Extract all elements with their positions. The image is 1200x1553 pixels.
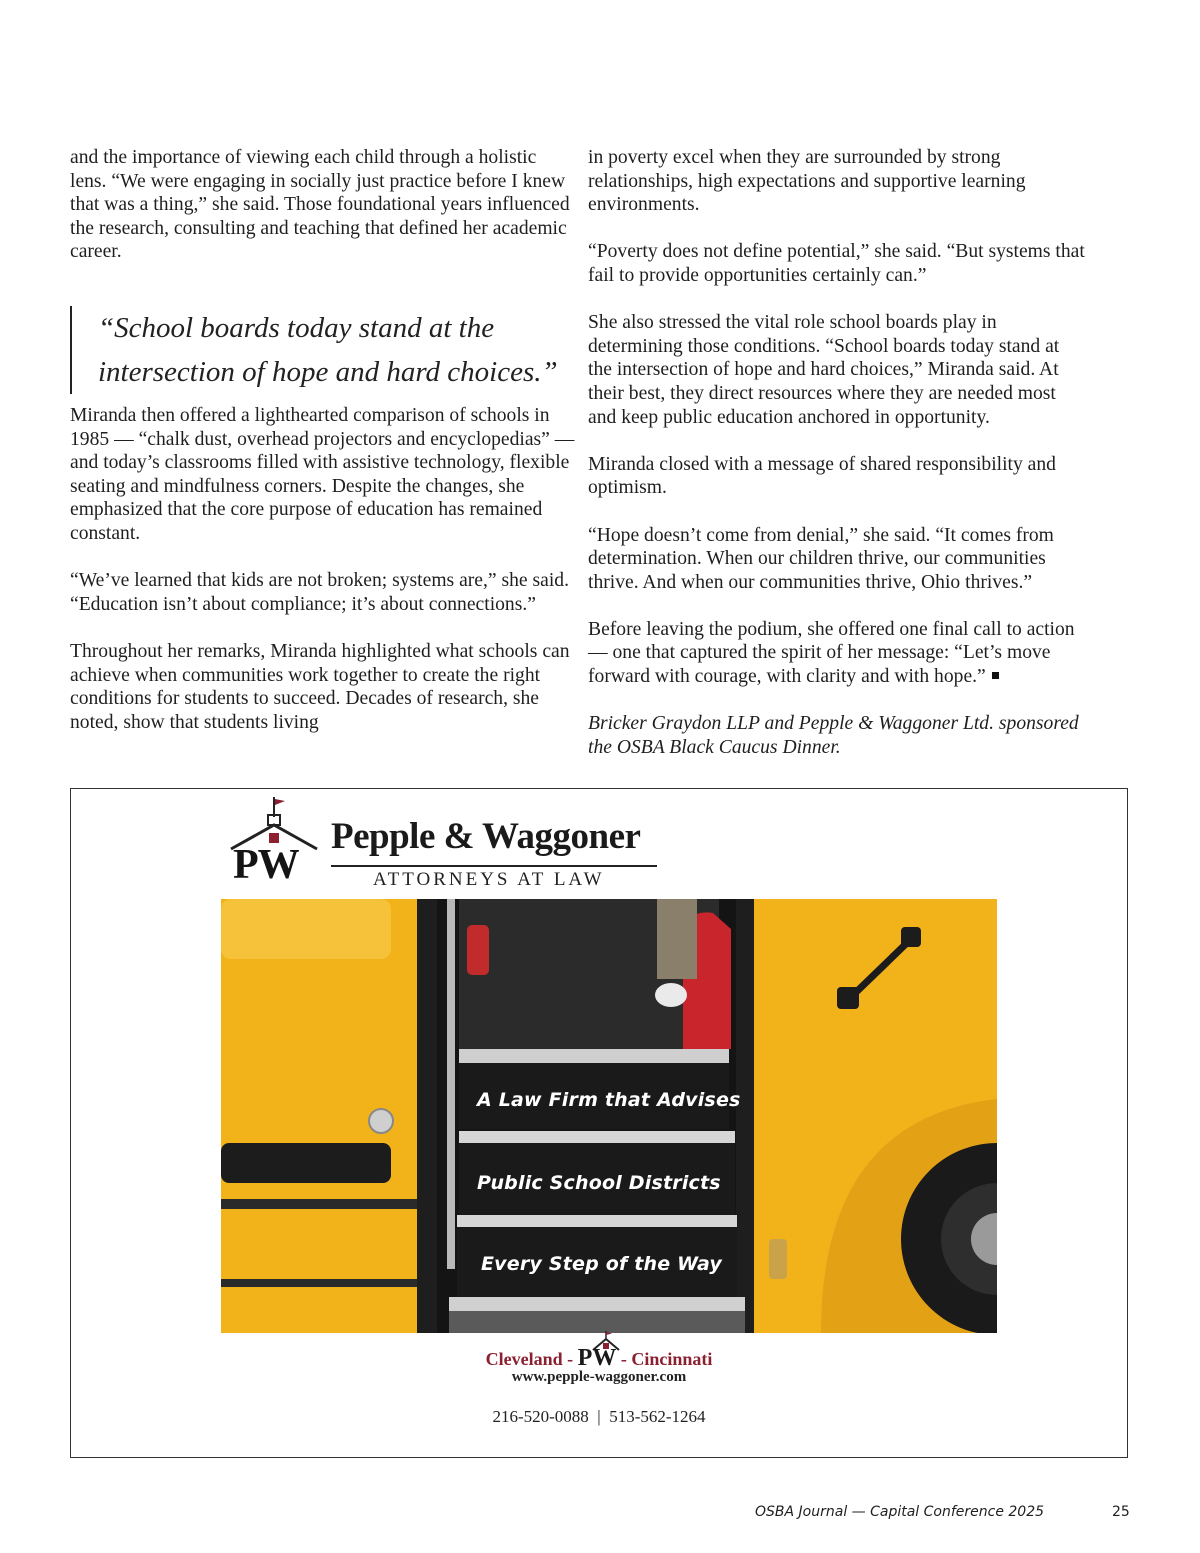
school-bus-photo bbox=[221, 899, 997, 1333]
city-cleveland: Cleveland - bbox=[485, 1349, 574, 1369]
article-paragraph: Miranda closed with a message of shared responsibility and optimism. bbox=[588, 453, 1056, 499]
ad-step-line-1: A Law Firm that Advises bbox=[477, 1089, 741, 1111]
article-left-column-lower bbox=[70, 404, 575, 734]
firm-logo bbox=[229, 795, 669, 895]
article-paragraph: Throughout her remarks, Miranda highlighted what schools can achieve when communities work together to create the right conditions for students to succeed. Decades of research, she noted, show that students living bbox=[70, 640, 570, 733]
pepple-waggoner-advertisement bbox=[70, 788, 1128, 1458]
sponsor-credit: Bricker Graydon LLP and Pepple & Waggoner Ltd. sponsored the OSBA Black Caucus Dinner. bbox=[588, 713, 1079, 758]
firm-name: Pepple & Waggoner bbox=[331, 816, 641, 857]
office-cities bbox=[71, 1345, 1127, 1372]
article-paragraph: and the importance of viewing each child through a holistic lens. “We were engaging in socially just practice before I knew that was a thing,” she said. Those foundational years influenced the research, consulting and teaching that defined her academic career. bbox=[70, 147, 570, 263]
pull-quote: “School boards today stand at the intersection of hope and hard choices.” bbox=[70, 306, 570, 394]
city-logo-mark: PW bbox=[577, 1345, 617, 1371]
firm-website: www.pepple-waggoner.com bbox=[511, 1369, 687, 1385]
ad-step-line-3: Every Step of the Way bbox=[481, 1253, 723, 1275]
firm-phone-numbers: 216-520-0088 | 513-562-1264 bbox=[492, 1407, 706, 1426]
article-paragraph-final bbox=[588, 618, 1088, 689]
page-number: 25 bbox=[1112, 1504, 1130, 1520]
article-paragraph: Miranda then offered a lighthearted comparison of schools in 1985 — “chalk dust, overhead projectors and encyclopedias” — and today’s classrooms filled with assistive technology, flexible seating and mindfulness corners. Despite the changes, she emphasized that the core purpose of education has remained constant. bbox=[70, 405, 575, 544]
article-paragraph: “We’ve learned that kids are not broken; systems are,” she said. “Education isn’t about compliance; it’s about connections.” bbox=[70, 570, 569, 615]
end-of-article-mark bbox=[992, 672, 999, 679]
article-left-column bbox=[70, 146, 575, 288]
article-right-column bbox=[588, 146, 1088, 759]
article-final-text: Before leaving the podium, she offered one final call to action — one that captured the spirit of her message: “Let’s move forward with courage, with clarity and with hope.” bbox=[588, 618, 1075, 688]
ad-step-line-2: Public School Districts bbox=[477, 1172, 721, 1194]
firm-tagline: ATTORNEYS AT LAW bbox=[373, 869, 605, 890]
logo-initials: PW bbox=[233, 842, 299, 888]
article-paragraph: in poverty excel when they are surrounded by strong relationships, high expectations and supportive learning environments. bbox=[588, 147, 1026, 216]
city-cincinnati: - Cincinnati bbox=[620, 1349, 713, 1369]
article-paragraph: She also stressed the vital role school boards play in determining those conditions. “School boards today stand at the intersection of hope and hard choices,” Miranda said. At their best, they direct resources where they are needed most and keep public education anchored in opportunity. bbox=[588, 312, 1060, 428]
article-paragraph: “Hope doesn’t come from denial,” she said. “It comes from determination. When our children thrive, our communities thrive. And when our communities thrive, Ohio thrives.” bbox=[588, 524, 1054, 593]
logo-divider bbox=[331, 865, 657, 867]
article-paragraph: “Poverty does not define potential,” she said. “But systems that fail to provide opportunities certainly can.” bbox=[588, 241, 1085, 286]
pull-quote-box bbox=[70, 286, 570, 418]
publication-footer: OSBA Journal — Capital Conference 2025 bbox=[755, 1504, 1045, 1520]
